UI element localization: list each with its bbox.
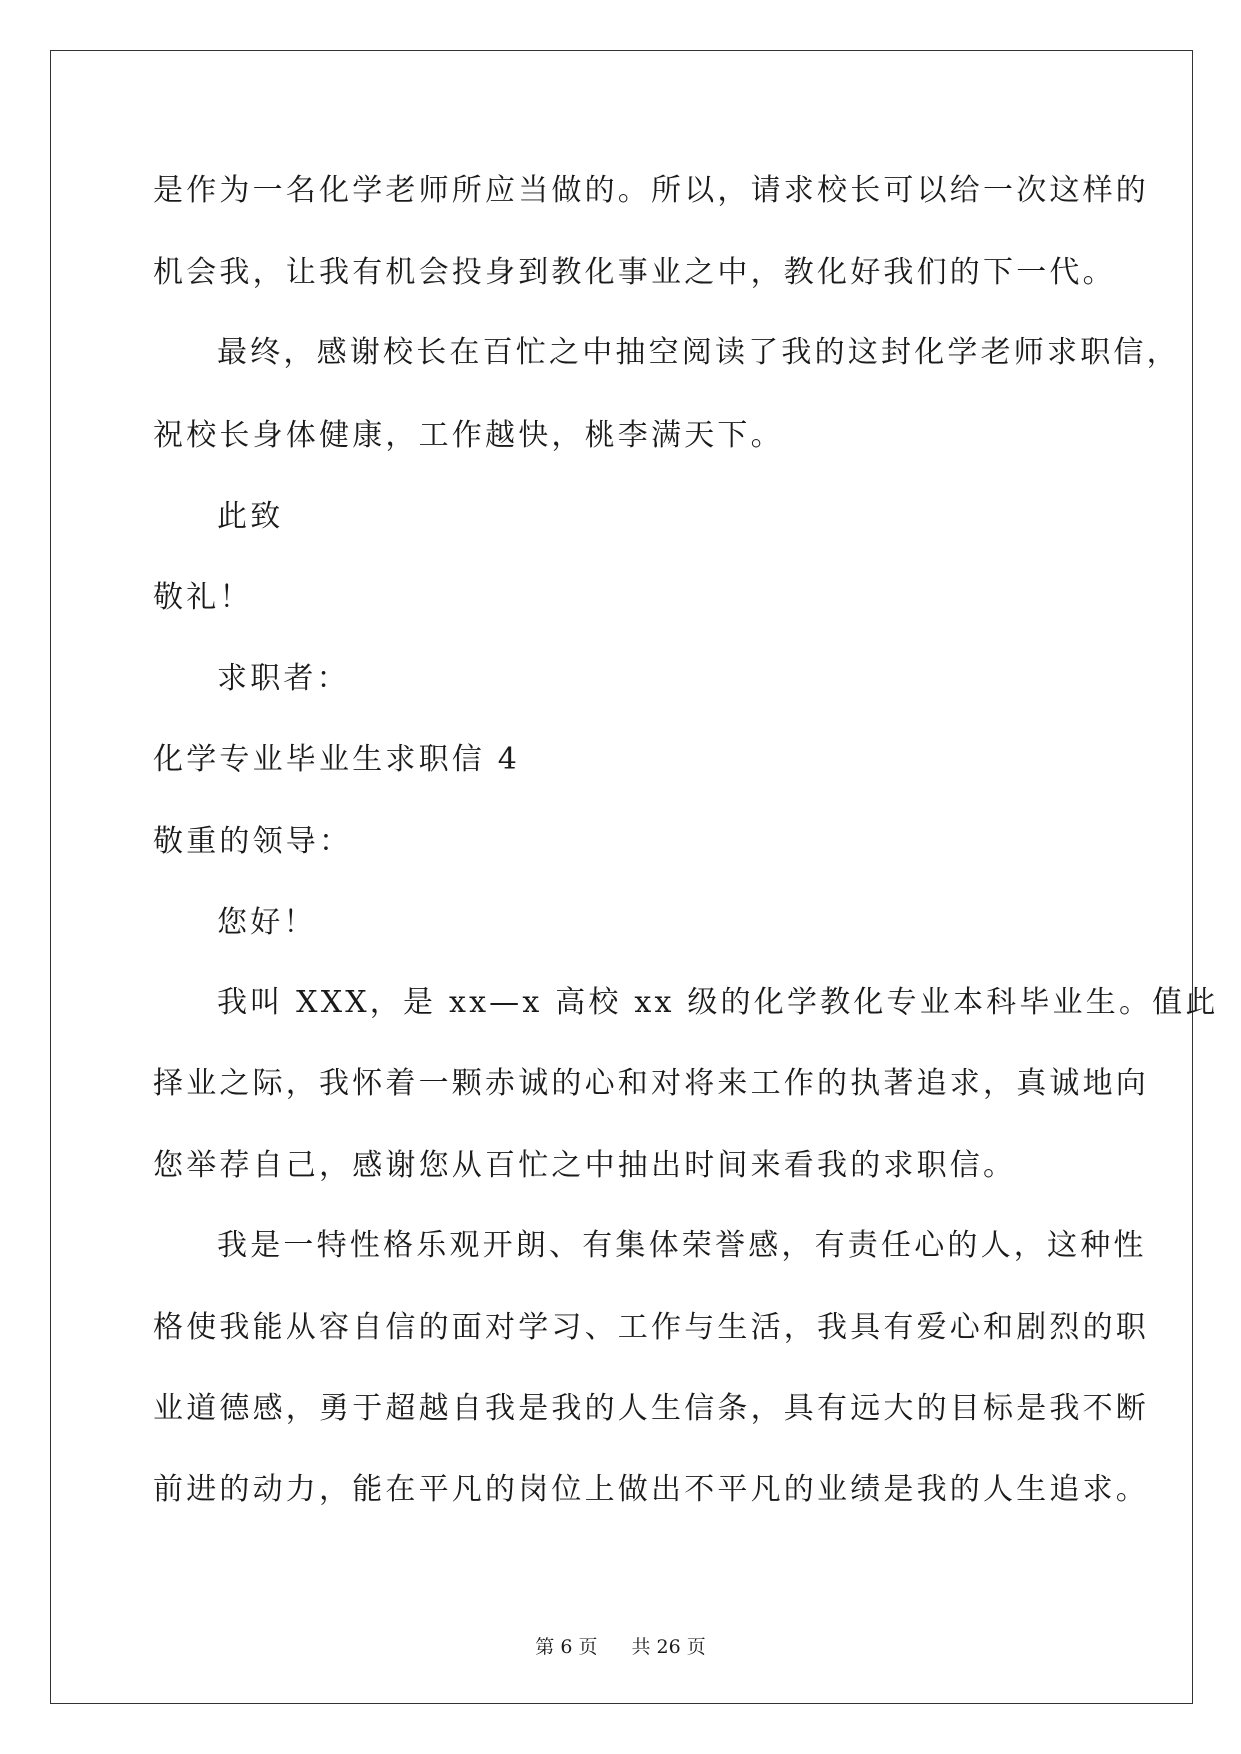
text-line [153,881,1108,962]
page-number: 第 6 页 [535,1636,598,1658]
text-line [153,475,1108,556]
section-title: 化学专业毕业生求职信 4 [153,742,521,778]
line-text: 您举荐自己，感谢您从百忙之中抽出时间来看我的求职信。 [153,1148,1017,1184]
text-line [153,962,1219,1043]
greeting: 您好！ [217,904,317,940]
text-line [153,1043,1149,1124]
page-footer [0,1632,1241,1659]
text-line [153,312,1180,393]
line-text: 最终，感谢校长在百忙之中抽空阅读了我的这封化学老师求职信， [217,335,1180,371]
page-total: 共 26 页 [631,1636,706,1658]
text-line [153,231,1116,312]
text-line [153,718,1108,799]
line-text: 前进的动力，能在平凡的岗位上做出不平凡的业绩是我的人生追求。 [153,1472,1149,1507]
text-line [153,637,1108,718]
line-text: 是作为一名化学老师所应当做的。所以，请求校长可以给一次这样的 [153,173,1149,208]
document-body [153,150,1219,1530]
line-text: 我叫 XXX，是 xx—x 高校 xx 级的化学教化专业本科毕业生。值此 [217,984,1219,1020]
text-line [153,1449,1149,1530]
text-line [153,1205,1147,1286]
line-text: 机会我，让我有机会投身到教化事业之中，教化好我们的下一代。 [153,255,1116,291]
line-text: 择业之际，我怀着一颗赤诚的心和对将来工作的执著追求，真诚地向 [153,1066,1149,1102]
closing-phrase: 此致 [217,498,284,534]
text-line [153,1287,1149,1368]
text-line [153,1124,1108,1205]
signature-label: 求职者： [217,661,350,697]
text-line [153,800,1108,881]
text-line [153,556,1108,637]
text-line [153,1368,1149,1449]
line-text: 我是一特性格乐观开朗、有集体荣誉感，有责任心的人，这种性 [217,1228,1147,1264]
text-line [153,150,1149,231]
line-text: 祝校长身体健康，工作越快，桃李满天下。 [153,417,784,453]
line-text: 业道德感，勇于超越自我是我的人生信条，具有远大的目标是我不断 [153,1390,1149,1426]
salutation-close: 敬礼！ [153,579,253,615]
text-line [153,394,1108,475]
greeting-recipient: 敬重的领导： [153,823,353,859]
line-text: 格使我能从容自信的面对学习、工作与生活，我具有爱心和剧烈的职 [153,1309,1149,1345]
